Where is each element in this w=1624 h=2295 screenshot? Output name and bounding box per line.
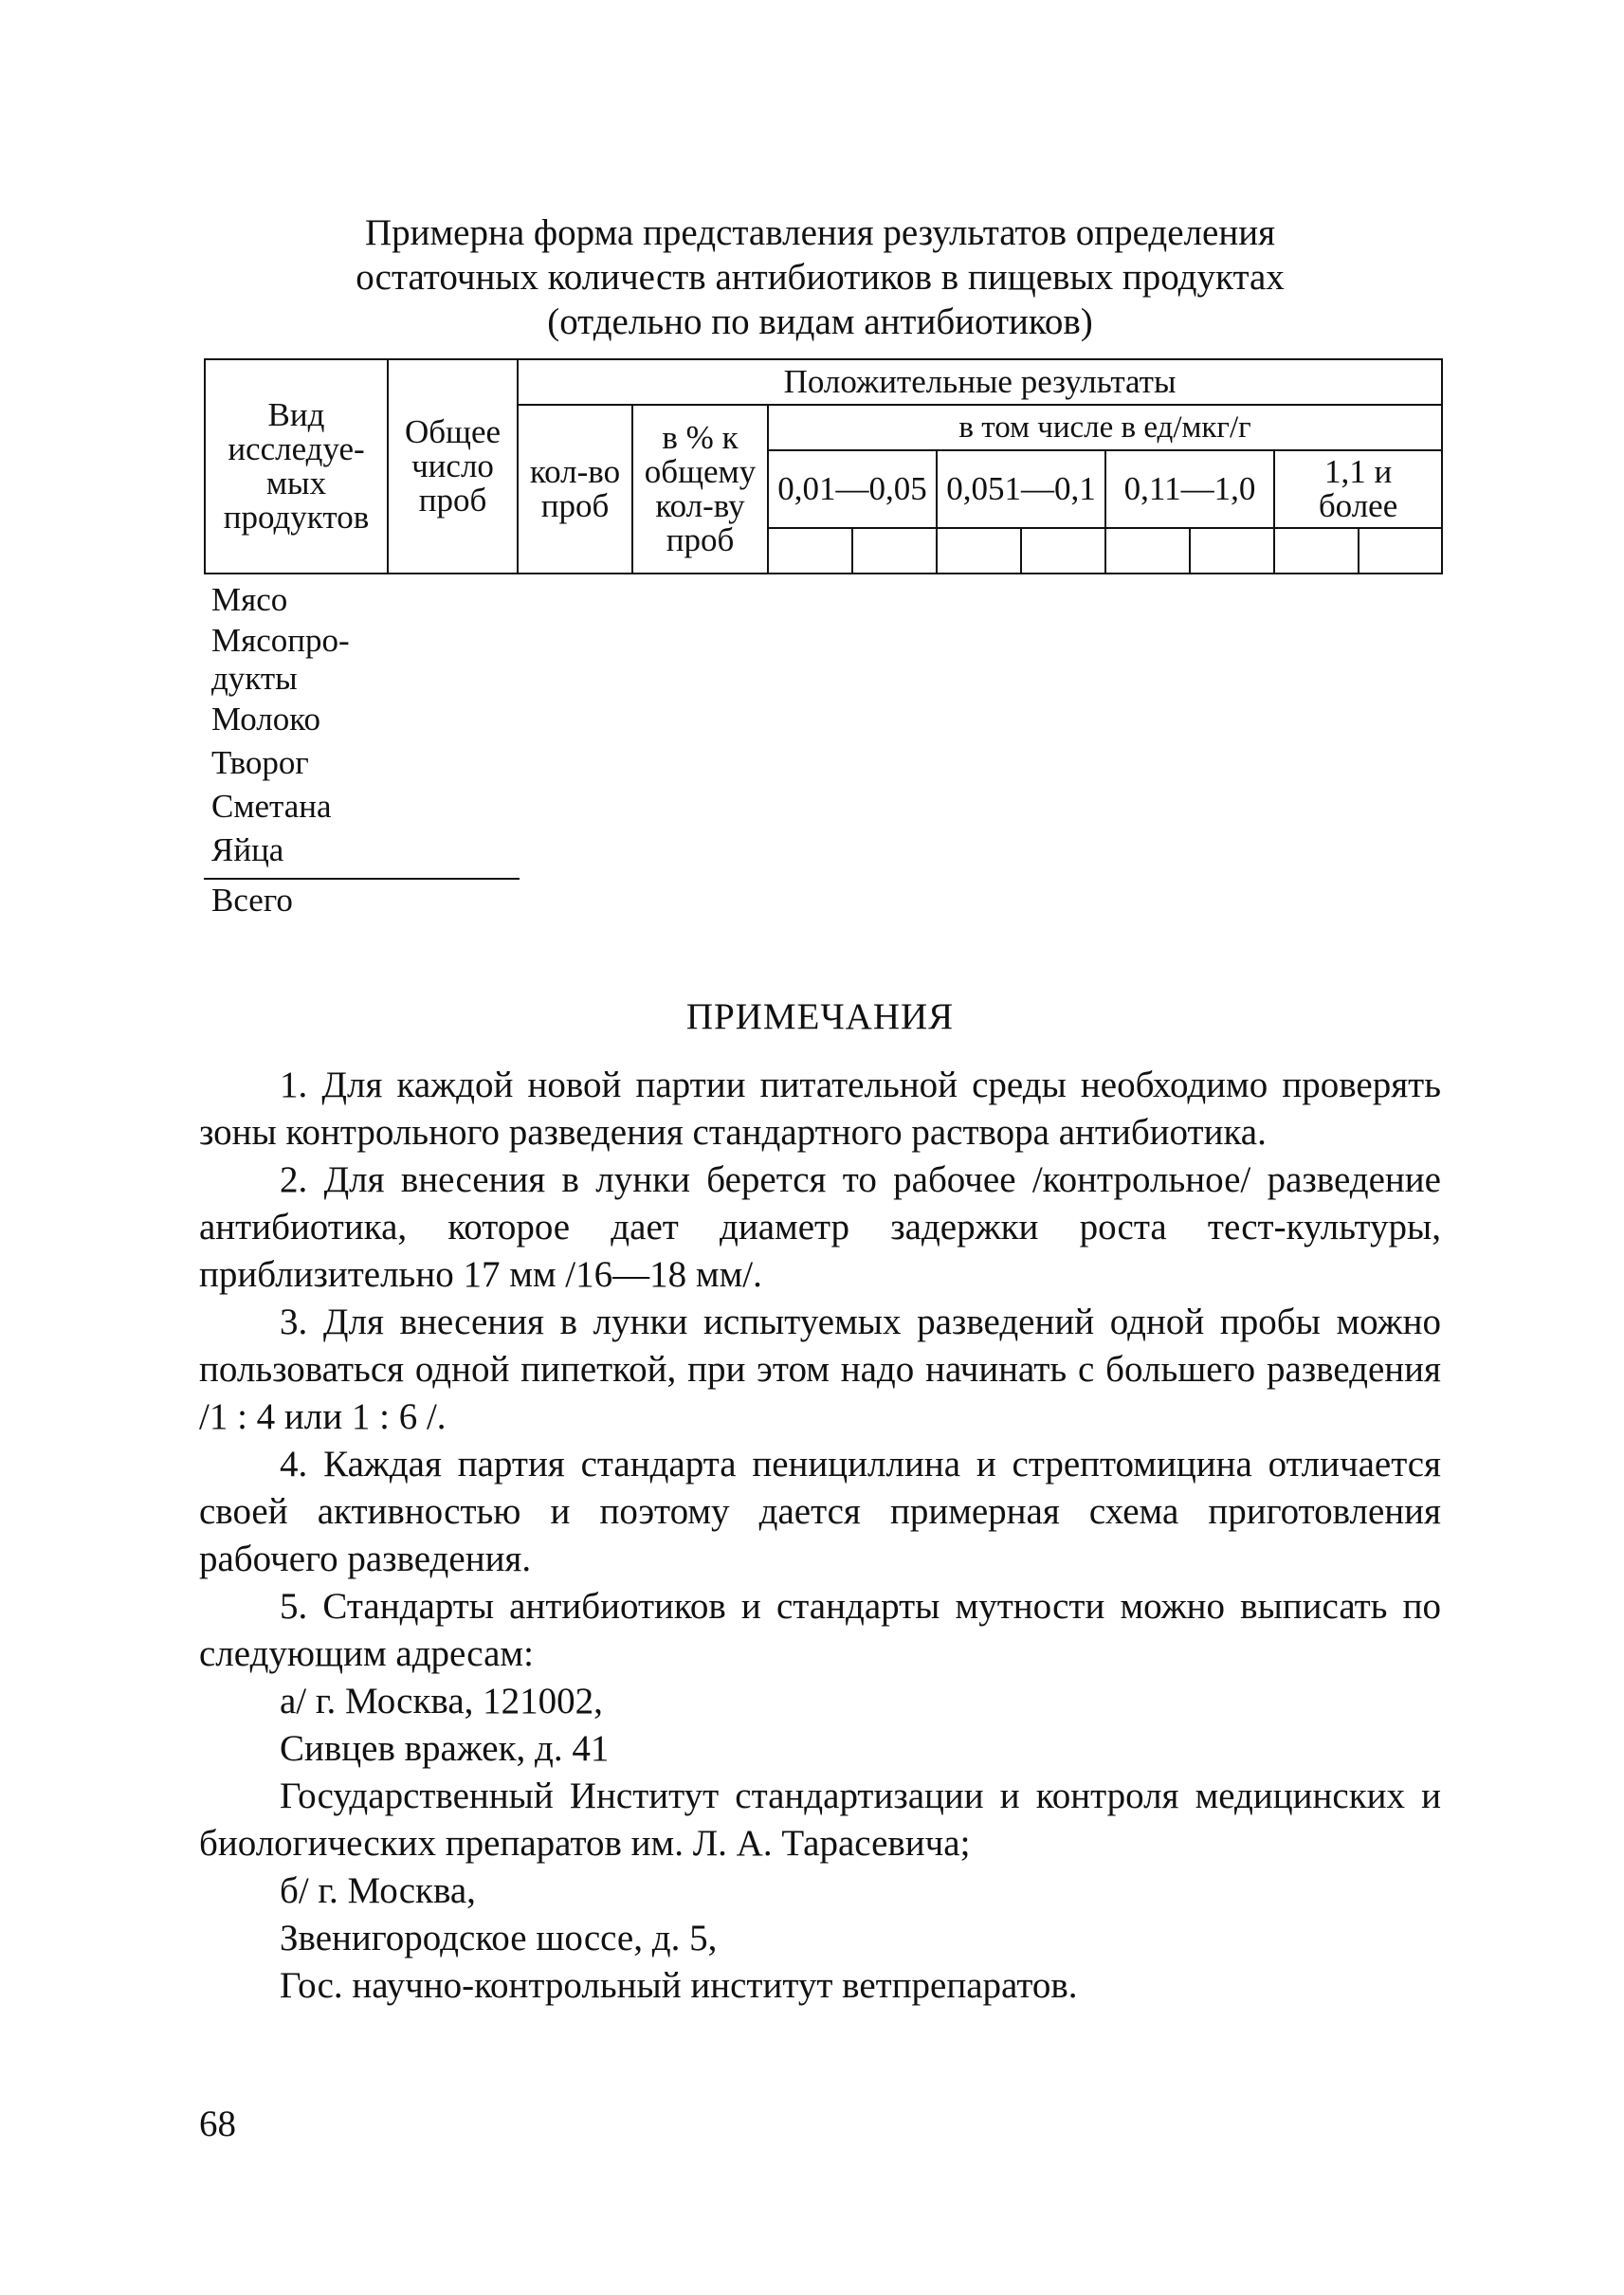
title-line: Примерна форма представления результатов определения — [364, 212, 1276, 253]
address-line: Сивцев вражек, д. 41 — [280, 1728, 610, 1769]
product-eggs: Яйца — [211, 831, 284, 868]
address-line: Государственный Институт стандартизации и контроля медицинских и биологических препаратов им. Л. А. Тарасевича; — [199, 1776, 1441, 1864]
note-item: 2. Для внесения в лунки берется то рабочее /контрольное/ разведение антибиотика, которое дает диаметр задержки роста тест-культуры, приблизительно 17 мм /16—18 мм/. — [199, 1159, 1441, 1295]
header-total-samples: Общее число проб — [388, 359, 518, 574]
total-divider — [204, 878, 520, 880]
form-title — [199, 210, 1441, 344]
product-meat: Мясо — [211, 581, 288, 618]
header-range-3: 0,11—1,0 — [1105, 450, 1274, 528]
product-meat-products: Мясопро- дукты — [211, 622, 350, 697]
header-sample-count: кол-во проб — [518, 405, 632, 574]
product-milk: Молоко — [211, 701, 320, 738]
empty-subcell — [1021, 528, 1105, 574]
address-line: а/ г. Москва, 121002, — [280, 1681, 603, 1721]
address-line: Гос. научно-контрольный институт ветпрепаратов. — [280, 1965, 1078, 2006]
empty-subcell — [768, 528, 852, 574]
note-item: 1. Для каждой новой партии питательной среды необходимо проверять зоны контрольного разведения стандартного раствора антибиотика. — [199, 1065, 1441, 1153]
product-list — [211, 578, 350, 872]
empty-subcell — [1359, 528, 1442, 574]
header-range-4: 1,1 и более — [1274, 450, 1442, 528]
address-line: б/ г. Москва, — [280, 1870, 476, 1911]
note-item: 3. Для внесения в лунки испытуемых разведений одной пробы можно пользоваться одной пипеткой, при этом надо начинать с большего разведения /1 : 4 или 1 : 6 /. — [199, 1302, 1441, 1437]
empty-subcell — [1190, 528, 1274, 574]
header-range-1: 0,01—0,05 — [768, 450, 937, 528]
title-line: (отдельно по видам антибиотиков) — [547, 301, 1093, 342]
note-item: 5. Стандарты антибиотиков и стандарты мутности можно выписать по следующим адресам: — [199, 1586, 1441, 1674]
empty-subcell — [852, 528, 937, 574]
product-cottage-cheese: Творог — [211, 744, 309, 781]
empty-subcell — [1274, 528, 1359, 574]
notes-section — [199, 1062, 1441, 2010]
note-item: 4. Каждая партия стандарта пенициллина и стрептомицина отличается своей активностью и поэтому дается примерная схема приготовления рабочего разведения. — [199, 1444, 1441, 1579]
header-product-type: Вид исследуе- мых продуктов — [205, 359, 388, 574]
header-positive-results: Положительные результаты — [518, 359, 1442, 405]
product-total: Всего — [211, 882, 293, 919]
title-line: остаточных количеств антибиотиков в пищевых продуктах — [356, 257, 1285, 298]
product-sour-cream: Сметана — [211, 788, 332, 825]
empty-subcell — [937, 528, 1021, 574]
header-percent-of-total: в % к общему кол-ву проб — [632, 405, 768, 574]
notes-heading: ПРИМЕЧАНИЯ — [685, 996, 955, 1037]
address-line: Звенигородское шоссе, д. 5, — [280, 1918, 718, 1958]
page-number: 68 — [199, 2104, 236, 2144]
results-form-table — [204, 358, 1443, 574]
header-range-2: 0,051—0,1 — [937, 450, 1105, 528]
header-including-units: в том числе в ед/мкг/г — [768, 405, 1442, 450]
empty-subcell — [1105, 528, 1190, 574]
